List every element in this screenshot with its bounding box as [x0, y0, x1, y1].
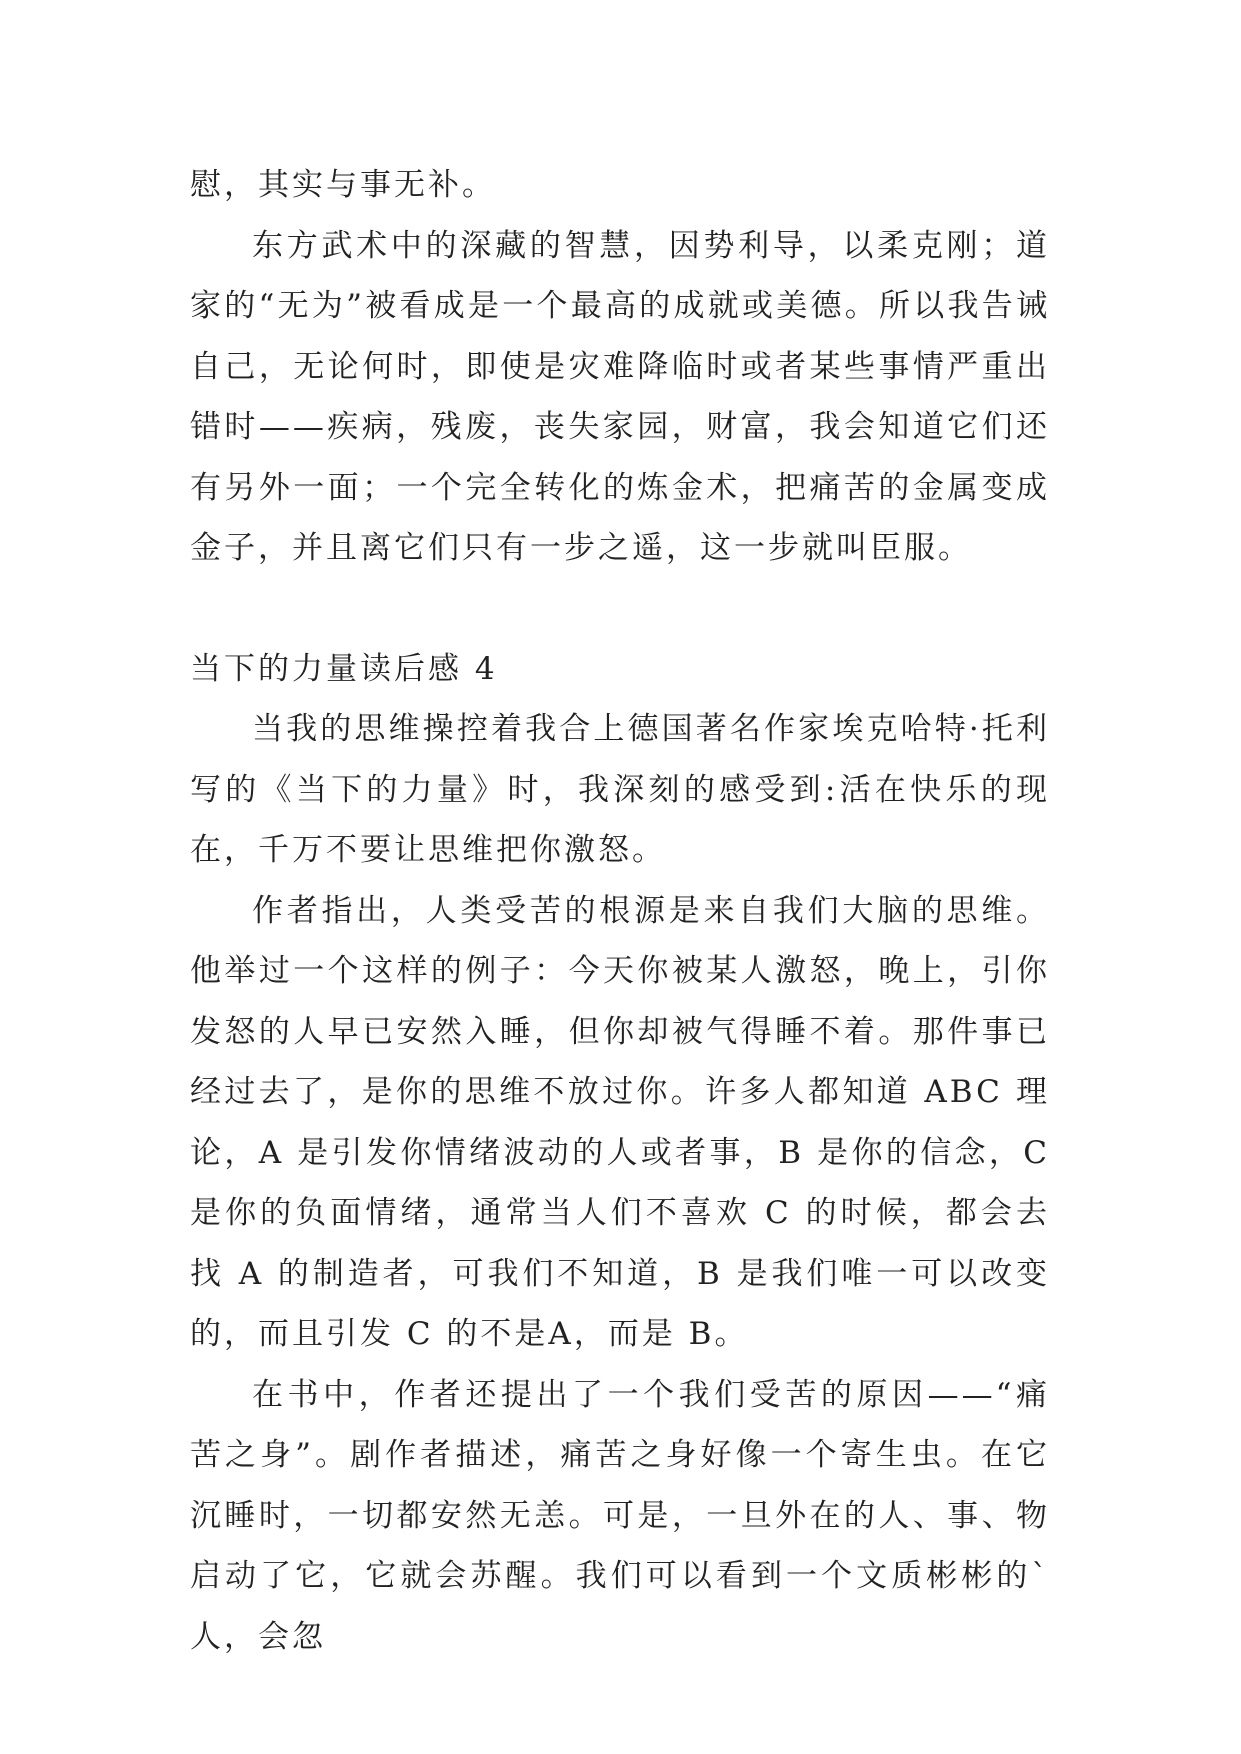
- paragraph-abc-theory: 作者指出，人类受苦的根源是来自我们大脑的思维。他举过一个这样的例子：今天你被某人激怒，晚上，引你发怒的人早已安然入睡，但你却被气得睡不着。那件事已经过去了，是你的思维不放过你。许多人都知道 ABC 理论，A 是引发你情绪波动的人或者事，B 是你的信念，C 是你的负面情绪，通常当人们不喜欢 C 的时候，都会去找 A 的制造者，可我们不知道，B 是我们唯一可以改变的，而且引发 C 的不是A，而是 B。: [190, 892, 1050, 1352]
- document-body: [190, 155, 1050, 1667]
- paragraph-continuation: 慰，其实与事无补。: [190, 167, 496, 203]
- section-title: 当下的力量读后感 4: [190, 650, 498, 687]
- paragraph-wuwei: 东方武术中的深藏的智慧，因势利导，以柔克刚；道家的“无为”被看成是一个最高的成就或美德。所以我告诫自己，无论何时，即使是灾难降临时或者某些事情严重出错时——疾病，残废，丧失家园，财富，我会知道它们还有另外一面；一个完全转化的炼金术，把痛苦的金属变成金子，并且离它们只有一步之遥，这一步就叫臣服。: [190, 227, 1050, 566]
- paragraph-pain-body: 在书中，作者还提出了一个我们受苦的原因——“痛苦之身”。剧作者描述，痛苦之身好像一个寄生虫。在它沉睡时，一切都安然无恙。可是，一旦外在的人、事、物启动了它，它就会苏醒。我们可以看到一个文质彬彬的`人，会忽: [190, 1376, 1050, 1655]
- paragraph-intro: 当我的思维操控着我合上德国著名作家埃克哈特·托利写的《当下的力量》时，我深刻的感受到:活在快乐的现在，千万不要让思维把你激怒。: [190, 711, 1050, 868]
